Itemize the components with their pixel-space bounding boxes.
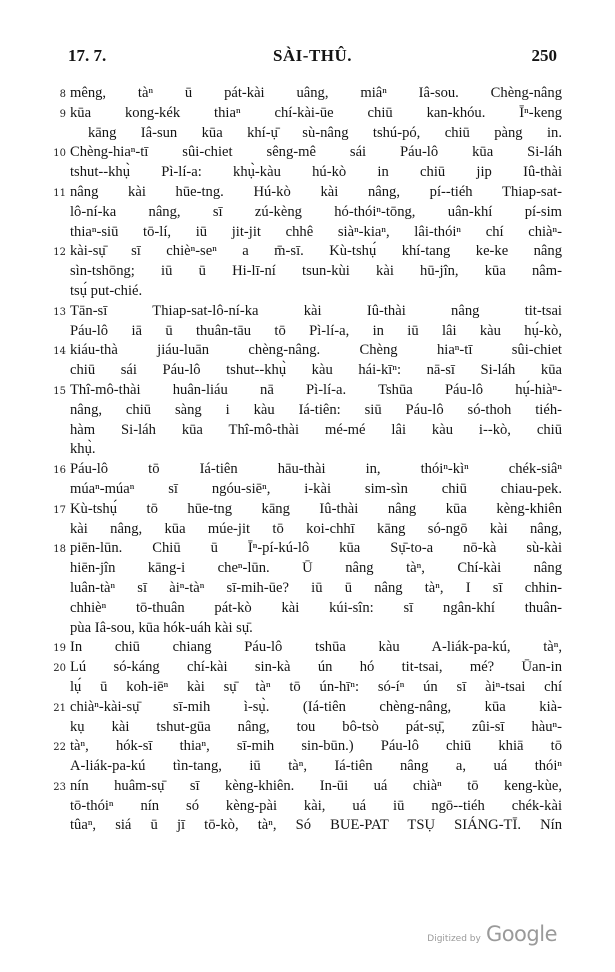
text-line xyxy=(42,500,562,520)
text-line xyxy=(42,757,562,777)
line-text: múaⁿ-múaⁿ sī ngóu-siēⁿ, i-kài sim-sìn chiū chiau-pek. xyxy=(70,480,562,497)
line-text: Tān-sī Thiap-sat-lô-ní-ka kài Iû-thài nâng tit-tsai xyxy=(70,302,562,319)
line-text: tō-thóiⁿ nín só kèng-pài kài, uá iū ngō--tiéh chék-kài xyxy=(70,797,562,814)
text-line xyxy=(42,262,562,282)
text-line xyxy=(42,143,562,163)
text-line xyxy=(42,619,562,639)
line-text: tàⁿ, hók-sī thiaⁿ, sī-mih sin-būn.) Páu-lô chiū khiā tō xyxy=(70,738,562,755)
text-line xyxy=(42,124,562,144)
verse-number: 19 xyxy=(53,643,66,655)
text-line xyxy=(42,341,562,361)
text-line xyxy=(42,698,562,718)
text-line xyxy=(42,84,562,104)
line-text: Kù-tshụ́ tō hūe-tng kāng Iû-thài nâng kūa kèng-khiên xyxy=(70,500,562,517)
google-watermark xyxy=(427,922,557,946)
text-line xyxy=(42,737,562,757)
text-line xyxy=(42,183,562,203)
line-text: nâng, chiū sàng i kàu Iá-tiên: siū Páu-lô só-thoh tiéh- xyxy=(70,401,562,418)
line-text: kūa kong-kék thiaⁿ chí-kài-ūe chiū kan-khóu. Īⁿ-keng xyxy=(70,104,562,121)
line-text: kài-sụ̄ sī chièⁿ-seⁿ a m̄-sī. Kù-tshụ́ khí-tang ke-ke nâng xyxy=(70,243,562,260)
text-line xyxy=(42,203,562,223)
text-line xyxy=(42,599,562,619)
text-line xyxy=(42,104,562,124)
verse-number: 12 xyxy=(53,247,66,259)
running-title: SÀI-THÛ. xyxy=(272,46,353,65)
verse-number: 20 xyxy=(53,663,66,675)
verse-number: 8 xyxy=(59,89,66,100)
verse-number: 10 xyxy=(53,148,66,160)
verse-number: 14 xyxy=(53,346,66,358)
line-text: pùa Iâ-sou, kūa hók-uáh kài sụ̄. xyxy=(70,619,253,636)
text-line xyxy=(42,678,562,698)
text-line xyxy=(42,440,562,460)
line-text: tshut--khụ̀ Pì-lí-a: khụ̀-kàu hú-kò in chiū jip Iû-thài xyxy=(70,164,562,181)
line-text: chiàⁿ-kài-sụ̄ sī-mih ì-sụ̀. (Iá-tiên chèng-nâng, kūa kià- xyxy=(70,698,562,715)
verse-number: 22 xyxy=(53,742,66,754)
text-line xyxy=(42,242,562,262)
verse-number: 11 xyxy=(53,187,66,199)
text-line xyxy=(42,421,562,441)
text-line xyxy=(42,797,562,817)
line-text: Thî-mô-thài huân-liáu nā Pì-lí-a. Tshūa Páu-lô hụ́-hiàⁿ- xyxy=(70,381,562,398)
section-reference: 17. 7. xyxy=(68,46,107,65)
line-text: chhièⁿ tō-thuân pát-kò kài kúi-sîn: sī ngân-khí thuân- xyxy=(70,599,562,616)
line-text: tûaⁿ, siá ū jī tō-kò, tàⁿ, Só BUE-PAT TSỤ SIÁNG-TĪ. Nín xyxy=(70,817,562,834)
text-line xyxy=(42,282,562,302)
verse-number: 15 xyxy=(53,385,66,397)
text-line xyxy=(42,579,562,599)
verse-number: 21 xyxy=(53,702,66,714)
text-line xyxy=(42,638,562,658)
text-line xyxy=(42,777,562,797)
line-text: tsụ́ put-chié. xyxy=(70,282,143,299)
line-text: kài nâng, kūa múe-jit tō koi-chhī kāng só-ngō kài nâng, xyxy=(70,520,562,537)
verse-number: 17 xyxy=(53,504,66,516)
text-line xyxy=(42,401,562,421)
text-line xyxy=(42,460,562,480)
text-line xyxy=(42,361,562,381)
line-text: A-liák-pa-kú tìn-tang, iū tàⁿ, Iá-tiên nâng a, uá thóiⁿ xyxy=(70,758,562,775)
verse-number: 18 xyxy=(53,544,66,556)
line-text: kiáu-thà jiáu-luān chèng-nâng. Chèng hiaⁿ-tī sûi-chiet xyxy=(70,342,562,359)
line-text: hàm Si-láh kūa Thî-mô-thài mé-mé lâi kàu i--kò, chiū xyxy=(70,421,562,438)
line-text: lụ́ ū koh-iēⁿ kài sụ̄ tàⁿ tō ún-hīⁿ: só-íⁿ ún sī àiⁿ-tsai chí xyxy=(70,678,562,695)
page-header xyxy=(68,46,557,70)
verse-number: 9 xyxy=(59,108,66,120)
line-text: hiēn-jîn kāng-i cheⁿ-lūn. Ū nâng tàⁿ, Chí-kài nâng xyxy=(70,560,562,577)
text-line xyxy=(42,163,562,183)
line-text: nín huâm-sụ̄ sī kèng-khiên. In-ūi uá chiàⁿ tō keng-kùe, xyxy=(70,777,562,794)
text-line xyxy=(42,520,562,540)
line-text: Chèng-hiaⁿ-tī sûi-chiet sêng-mê sái Páu-lô kūa Si-láh xyxy=(70,144,562,161)
line-text: thiaⁿ-siū tō-lí, iū jit-jit chhê siàⁿ-kiaⁿ, lâi-thóiⁿ chí chiàⁿ- xyxy=(70,223,562,240)
digitized-by-text: Digitized by xyxy=(427,934,481,944)
line-text: mêng, tàⁿ ū pát-kài uâng, miâⁿ Iâ-sou. Chèng-nâng xyxy=(70,85,562,101)
text-line xyxy=(42,539,562,559)
line-text: Páu-lô tō Iá-tiên hāu-thài in, thóiⁿ-kìⁿ chék-siâⁿ xyxy=(70,461,562,478)
text-line xyxy=(42,322,562,342)
line-text: In chiū chiang Páu-lô tshūa kàu A-liák-pa-kú, tàⁿ, xyxy=(70,639,562,656)
line-text: piēn-lūn. Chiū ū Īⁿ-pí-kú-lô kūa Sụ̄-to-a nō-kà sù-kài xyxy=(70,540,562,557)
text-line xyxy=(42,302,562,322)
page-number: 250 xyxy=(531,46,557,65)
verse-number: 13 xyxy=(53,306,66,318)
text-line xyxy=(42,223,562,243)
text-line xyxy=(42,816,562,836)
line-text: lô-ní-ka nâng, sī zú-kèng hó-thóiⁿ-tōng, uân-khí pí-sim xyxy=(70,203,562,220)
google-logo-text: Google xyxy=(485,922,557,946)
text-line xyxy=(42,480,562,500)
text-line xyxy=(42,381,562,401)
text-line xyxy=(42,658,562,678)
verse-number: 23 xyxy=(53,781,66,793)
verse-number: 16 xyxy=(53,465,66,477)
line-text: luân-tàⁿ sī àiⁿ-tàⁿ sī-mih-ūe? iū ū nâng tàⁿ, I sī chhin- xyxy=(70,579,562,596)
line-text: nâng kài hūe-tng. Hú-kò kài nâng, pí--tiéh Thiap-sat- xyxy=(70,183,562,200)
line-text: Páu-lô iā ū thuân-tāu tō Pì-lí-a, in iū lâi kàu hụ́-kò, xyxy=(70,322,562,339)
line-text: khụ̀. xyxy=(70,441,96,458)
line-text: Lú só-káng chí-kài sin-kà ún hó tit-tsai, mé? Ūan-in xyxy=(70,659,562,676)
text-line xyxy=(42,718,562,738)
page-body xyxy=(42,84,562,836)
line-text: sìn-tshōng; iū ū Hi-lī-ní tsun-kùi kài hū-jîn, kūa nâm- xyxy=(70,263,562,280)
line-text: chiū sái Páu-lô tshut--khụ̀ kàu hái-kīⁿ: nā-sī Si-láh kūa xyxy=(70,362,562,379)
text-line xyxy=(42,559,562,579)
line-text: kụ kài tshut-gūa nâng, tou bô-tsò pát-sụ̄, zûi-sī hàuⁿ- xyxy=(70,718,562,735)
line-text: kāng Iâ-sun kūa khí-ụ̄ sù-nâng tshú-pó, chiū pàng in. xyxy=(88,124,562,141)
